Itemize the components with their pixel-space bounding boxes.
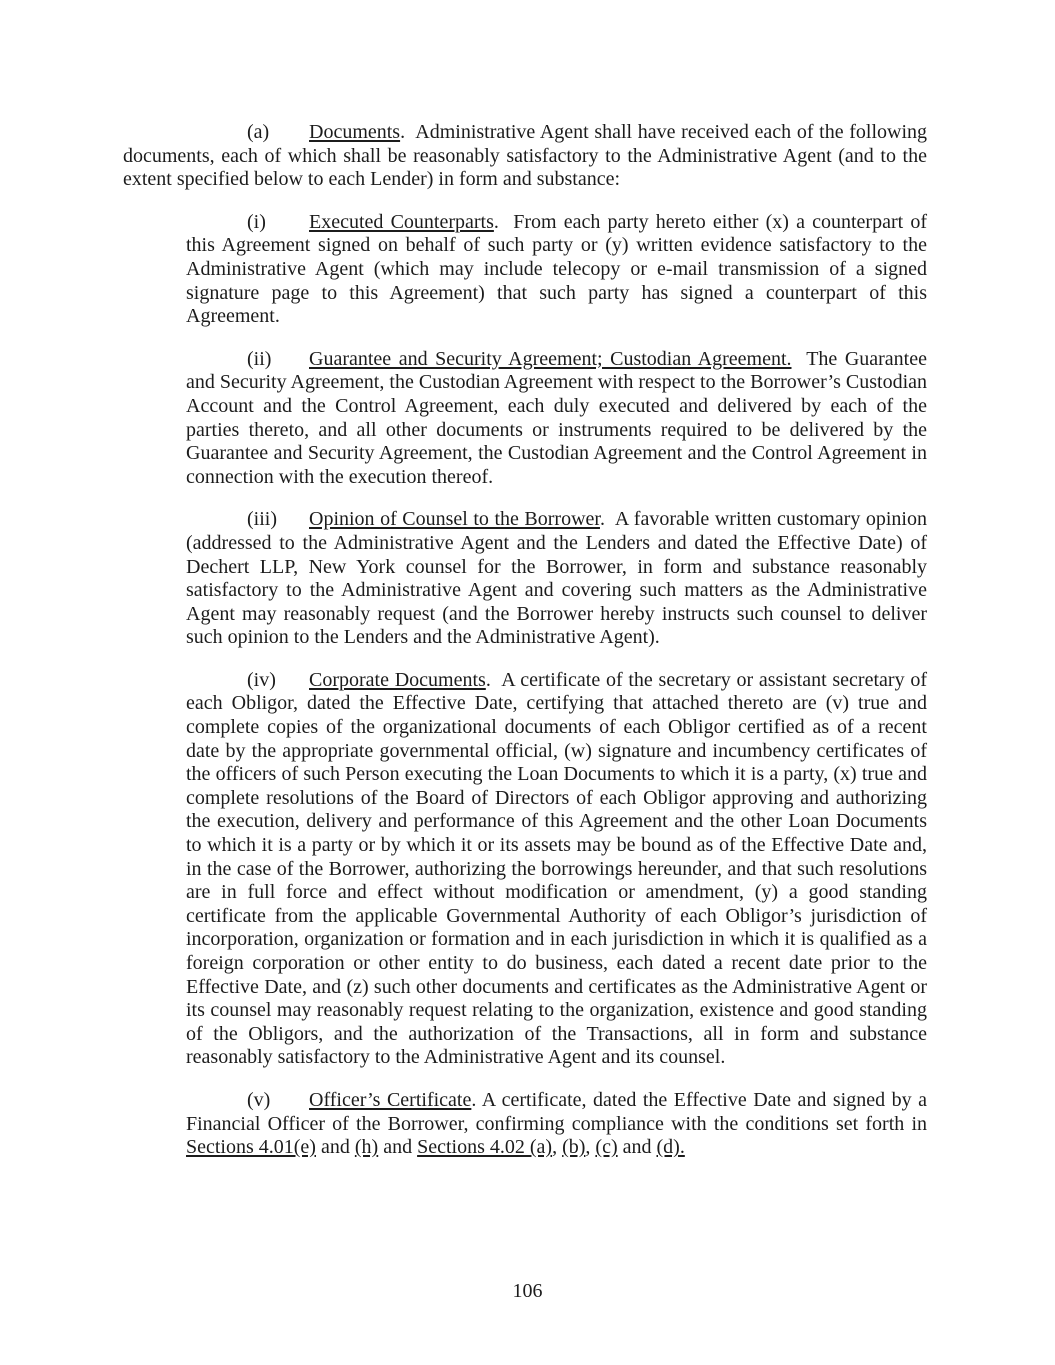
underlined-run: Documents <box>309 121 401 143</box>
text-run: and <box>378 1136 418 1159</box>
underlined-run: (c) <box>595 1136 618 1159</box>
underlined-run: Opinion of Counsel to the Borrower <box>309 508 600 531</box>
text-run: , <box>585 1136 596 1159</box>
text-run: and <box>315 1136 355 1159</box>
text-run: . A certificate of the secretary or assistant secretary of each Obligor, dated the Effective Date, certifying that attached thereto are (v) true and complete copies of the organizational documents of each Obligor certified as of a recent date by the appropriate governmental official, (w) signature and incumbency certificates of the officers of such Person executing the Loan Documents to which it is a party, (x) true and complete resolutions of the Board of Directors of each Obligor approving and authorizing the execution, delivery and performance of this Agreement and the other Loan Documents to which it is a party or by which it or its assets may be bound as of the Effective Date and, in the case of the Borrower, authorizing the borrowings hereunder, and that such resolutions are in full force and effect without modification or amendment, (y) a good standing certificate from the applicable Governmental Authority of each Obligor’s jurisdiction of incorporation, organization or formation and in each jurisdiction in which it is qualified as a foreign corporation or other entity to do business, each dated a recent date prior to the Effective Date, and (z) such other documents and certificates as the Administrative Agent or its counsel may reasonably request relating to the organization, existence and good standing of the Obligors, and the authorization of the Transactions, all in form and substance reasonably satisfactory to the Administrative Agent and its counsel. <box>186 668 927 1069</box>
underlined-run: Officer’s Certificate <box>309 1088 472 1111</box>
subparagraph-v <box>186 1089 927 1160</box>
paragraph-a-text <box>123 121 927 190</box>
document-body <box>123 121 927 1179</box>
paragraph-a <box>123 121 927 192</box>
text-run: . A favorable written customary opinion (addressed to the Administrative Agent and the Lenders and dated the Effective Date) of Dechert LLP, New York counsel for the Borrower, in form and substance reasonably satisfactory to the Administrative Agent and covering such matters as the Administrative Agent may reasonably request (and the Borrower hereby instructs such counsel to deliver such opinion to the Lenders and the Administrative Agent). <box>186 508 927 649</box>
underlined-run: (d). <box>656 1136 685 1159</box>
text-run: , <box>552 1136 563 1159</box>
subparagraph-ii <box>186 348 927 490</box>
text-run: . From each party hereto either (x) a counterpart of this Agreement signed on behalf of such party or (y) written evidence satisfactory to the Administrative Agent (which may include telecopy or e-mail transmission of a signed signature page to this Agreement) that such party has signed a counterpart of this Agreement. <box>186 210 928 328</box>
subparagraph-iv-text <box>186 669 927 1069</box>
paragraph-a-marker: (a) <box>247 121 270 143</box>
text-run: . A certificate, dated the Effective Date and signed by a Financial Officer of the Borrower, confirming compliance with the conditions set forth in <box>186 1088 927 1135</box>
text-run: The Guarantee and Security Agreement, the Custodian Agreement with respect to the Borrower’s Custodian Account and the Control Agreement, each duly executed and delivered by each of the parties thereto, and all other documents or instruments required to be delivered by the Guarantee and Security Agreement, the Custodian Agreement and the Control Agreement in connection with the execution thereof. <box>186 347 927 488</box>
underlined-run: (h) <box>354 1136 379 1159</box>
subparagraph-i-marker: (i) <box>247 210 266 233</box>
underlined-run: Executed Counterparts <box>309 210 494 233</box>
subparagraph-iv-marker: (iv) <box>247 668 276 691</box>
underlined-run: Corporate Documents <box>309 668 486 691</box>
underlined-run: Guarantee and Security Agreement; Custodian Agreement. <box>309 347 792 370</box>
subparagraph-iii <box>186 508 927 650</box>
subparagraph-iii-marker: (iii) <box>247 508 277 531</box>
subparagraph-iv <box>186 669 927 1070</box>
underlined-run: Sections 4.02 (a) <box>417 1136 553 1159</box>
page-number: 106 <box>512 1280 543 1302</box>
underlined-run: (b) <box>562 1136 586 1159</box>
subparagraph-i <box>186 211 927 329</box>
subparagraph-v-marker: (v) <box>247 1088 271 1111</box>
text-run: and <box>617 1136 657 1159</box>
underlined-run: Sections 4.01(e) <box>186 1136 316 1159</box>
text-run: . Administrative Agent shall have received each of the following documents, each of which shall be reasonably satisfactory to the Administrative Agent (and to the extent specified below to each Lender) in form and substance: <box>123 121 927 191</box>
subparagraph-ii-marker: (ii) <box>247 347 272 370</box>
